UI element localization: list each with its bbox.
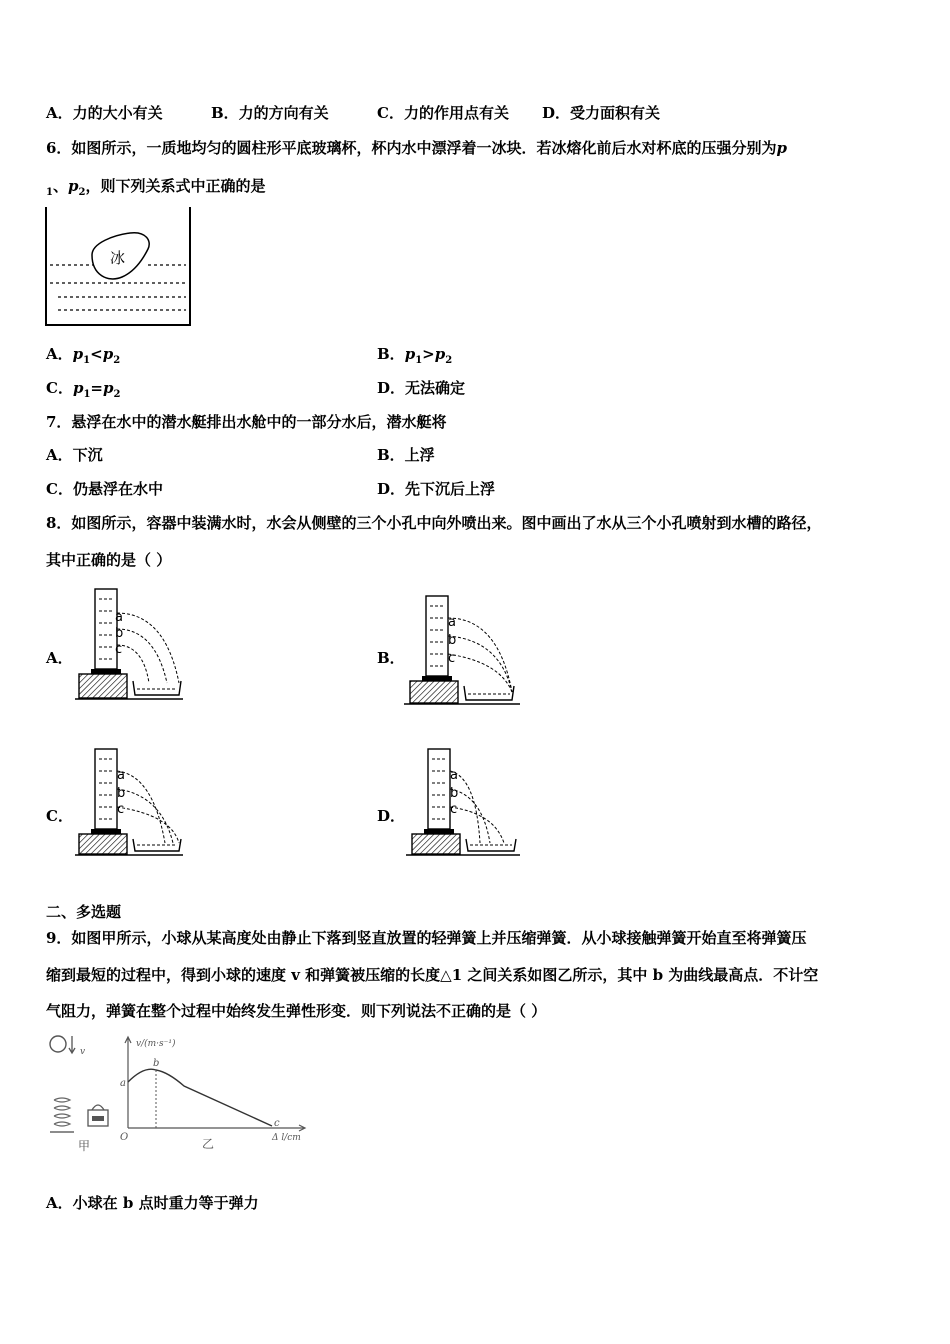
- q9-figure-left-label: 甲: [78, 1139, 91, 1153]
- q5-option-a: A．力的大小有关: [46, 104, 163, 122]
- q6-glass-figure: [44, 205, 194, 330]
- q7-stem: 7．悬浮在水中的潜水艇排出水舱中的一部分水后，潜水艇将: [46, 413, 447, 431]
- q9-figure-right-label: 乙: [202, 1137, 215, 1151]
- q6-stem-text: 6．如图所示，一质地均匀的圆柱形平底玻璃杯，杯内水中漂浮着一冰块．若冰熔化前后水对杯底的压强分别为: [46, 139, 777, 157]
- q6-option-d: D．无法确定: [377, 379, 466, 397]
- svg-text:a: a: [117, 768, 125, 783]
- svg-text:a: a: [115, 610, 123, 625]
- svg-text:b: b: [448, 633, 457, 648]
- svg-text:c: c: [115, 642, 123, 657]
- svg-text:c: c: [448, 651, 456, 666]
- q6-stem-rest: ，则下列关系式中正确的是: [85, 177, 266, 195]
- q5-option-b: B．力的方向有关: [211, 104, 329, 122]
- section2-title: 二、多选题: [46, 903, 122, 921]
- q7-option-c: C．仍悬浮在水中: [46, 480, 163, 498]
- q6-sub1: 1: [46, 187, 53, 198]
- ball-icon: [50, 1036, 66, 1052]
- q9-stem-line1: 9．如图甲所示，小球从某高度处由静止下落到竖直放置的轻弹簧上并压缩弹簧．从小球接触弹簧开始直至将弹簧压: [46, 929, 807, 947]
- q8-figure-d: [404, 745, 524, 861]
- svg-text:b: b: [117, 786, 126, 801]
- q8-option-c-label: C．: [46, 807, 73, 825]
- ice-label: 冰: [110, 249, 126, 267]
- q6-option-c: C．$p_1=p_2$: [46, 379, 121, 400]
- q9-velocity-curve: [128, 1069, 272, 1126]
- q6-option-a: A．$p_1<p_2$: [46, 345, 121, 366]
- q9-figure: [44, 1030, 314, 1156]
- q9-y-axis-label: v/(m·s⁻¹): [136, 1039, 176, 1049]
- q8-stem-line1: 8．如图所示，容器中装满水时，水会从侧壁的三个小孔中向外喷出来。图中画出了水从三个小孔喷射到水槽的路径，: [46, 514, 822, 532]
- q8-option-b-label: B．: [377, 649, 405, 667]
- svg-text:b: b: [450, 786, 459, 801]
- q9-stem-line3: 气阻力，弹簧在整个过程中始终发生弹性形变．则下列说法不正确的是（ ）: [46, 1002, 547, 1020]
- q6-stem-p: p: [776, 139, 787, 157]
- svg-text:b: b: [115, 626, 124, 641]
- q9-option-a: A．小球在 b 点时重力等于弹力: [46, 1194, 259, 1212]
- q8-figure-c: [75, 745, 187, 861]
- svg-text:c: c: [274, 1118, 280, 1129]
- q7-option-a: A．下沉: [46, 446, 103, 464]
- svg-text:a: a: [448, 615, 456, 630]
- svg-text:c: c: [450, 802, 458, 817]
- q8-stem-line2: 其中正确的是（ ）: [46, 551, 172, 569]
- q5-option-c: C．力的作用点有关: [377, 104, 509, 122]
- q8-figure-b: [404, 592, 524, 708]
- svg-text:a: a: [450, 768, 458, 783]
- svg-text:v: v: [80, 1047, 86, 1057]
- spring-icon: [54, 1098, 70, 1126]
- q8-figure-a: [75, 585, 187, 705]
- q8-option-d-label: D．: [377, 807, 406, 825]
- svg-text:O: O: [120, 1132, 129, 1143]
- q7-option-d: D．先下沉后上浮: [377, 480, 496, 498]
- q6-stem-line1: [46, 137, 787, 158]
- q5-option-d: D．受力面积有关: [542, 104, 661, 122]
- q7-option-b: B．上浮: [377, 446, 435, 464]
- q8-option-a-label: A．: [46, 649, 73, 667]
- q9-x-axis-label: Δ l/cm: [272, 1133, 301, 1143]
- svg-text:b: b: [153, 1058, 160, 1069]
- q9-stem-line2: 缩到最短的过程中，得到小球的速度 v 和弹簧被压缩的长度△1 之间关系如图乙所示，其中 b 为曲线最高点．不计空: [46, 966, 819, 984]
- svg-text:c: c: [117, 802, 125, 817]
- svg-text:a: a: [120, 1078, 126, 1089]
- q6-option-b: B．$p_1>p_2$: [377, 345, 453, 366]
- q6-stem-line2: $_1$、$p_2$，则下列关系式中正确的是: [46, 177, 266, 198]
